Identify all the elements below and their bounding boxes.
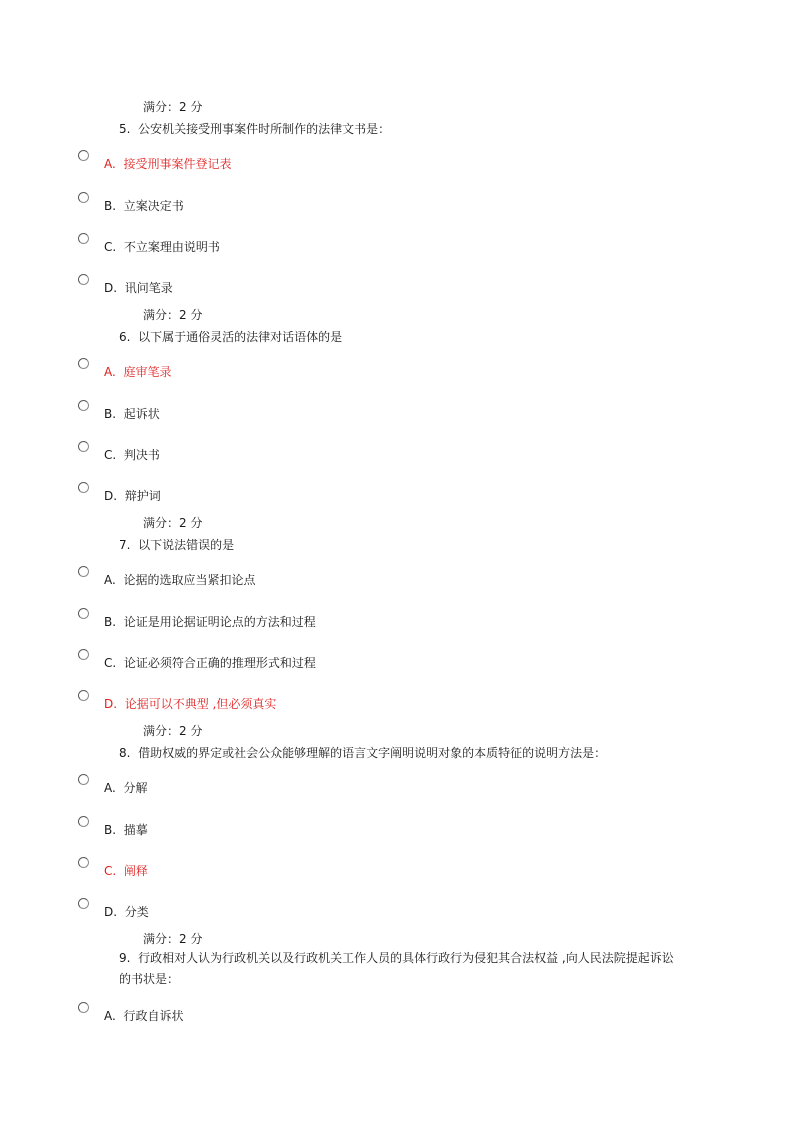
question-number: 7. xyxy=(119,538,131,552)
option-radio-q8-c[interactable] xyxy=(78,857,89,868)
option-q8-b[interactable]: B. 描摹 xyxy=(104,823,148,837)
option-radio-q6-b[interactable] xyxy=(78,400,89,411)
option-radio-q5-c[interactable] xyxy=(78,233,89,244)
option-radio-q8-d[interactable] xyxy=(78,898,89,909)
option-radio-q7-d[interactable] xyxy=(78,690,89,701)
option-q9-a[interactable]: A. 行政自诉状 xyxy=(104,1009,184,1023)
option-radio-q5-d[interactable] xyxy=(78,274,89,285)
question-number: 8. xyxy=(119,746,131,760)
option-q6-c[interactable]: C. 判决书 xyxy=(104,448,160,462)
option-radio-q9-a[interactable] xyxy=(78,1002,89,1013)
question-number: 5. xyxy=(119,122,131,136)
option-radio-q8-a[interactable] xyxy=(78,774,89,785)
option-radio-q7-b[interactable] xyxy=(78,608,89,619)
option-q5-c[interactable]: C. 不立案理由说明书 xyxy=(104,240,220,254)
option-q8-a[interactable]: A. 分解 xyxy=(104,781,148,795)
option-q6-b[interactable]: B. 起诉状 xyxy=(104,407,160,421)
option-q7-a[interactable]: A. 论据的选取应当紧扣论点 xyxy=(104,573,256,587)
question-number: 6. xyxy=(119,330,131,344)
question-number: 9. xyxy=(119,951,131,965)
option-q6-a[interactable]: A. 庭审笔录 xyxy=(104,365,172,379)
option-q7-c[interactable]: C. 论证必须符合正确的推理形式和过程 xyxy=(104,656,316,670)
option-radio-q5-a[interactable] xyxy=(78,150,89,161)
question-text: 以下说法错误的是 xyxy=(138,538,235,552)
question-text: 以下属于通俗灵活的法律对话语体的是 xyxy=(138,330,343,344)
question-5 xyxy=(119,120,390,137)
option-q8-d[interactable]: D. 分类 xyxy=(104,905,149,919)
option-q5-b[interactable]: B. 立案决定书 xyxy=(104,199,184,213)
option-radio-q6-a[interactable] xyxy=(78,358,89,369)
option-radio-q6-d[interactable] xyxy=(78,482,89,493)
question-9 xyxy=(119,948,679,990)
option-q5-a[interactable]: A. 接受刑事案件登记表 xyxy=(104,157,232,171)
score-label: 满分：2 分 xyxy=(143,308,203,322)
question-7 xyxy=(119,536,234,553)
question-8 xyxy=(119,744,606,761)
question-text: 借助权威的界定或社会公众能够理解的语言文字阐明说明对象的本质特征的说明方法是： xyxy=(138,746,607,760)
question-text: 公安机关接受刑事案件时所制作的法律文书是： xyxy=(138,122,391,136)
option-radio-q7-c[interactable] xyxy=(78,649,89,660)
score-label: 满分：2 分 xyxy=(143,932,203,946)
option-radio-q6-c[interactable] xyxy=(78,441,89,452)
question-text: 行政相对人认为行政机关以及行政机关工作人员的具体行政行为侵犯其合法权益 ,向人民法院提起诉讼的书状是： xyxy=(119,951,674,986)
score-label: 满分：2 分 xyxy=(143,724,203,738)
option-radio-q7-a[interactable] xyxy=(78,566,89,577)
option-q6-d[interactable]: D. 辩护词 xyxy=(104,489,161,503)
option-q7-d[interactable]: D. 论据可以不典型 ,但必须真实 xyxy=(104,697,277,711)
score-label: 满分：2 分 xyxy=(143,516,203,530)
option-radio-q5-b[interactable] xyxy=(78,192,89,203)
question-6 xyxy=(119,328,342,345)
option-radio-q8-b[interactable] xyxy=(78,816,89,827)
option-q7-b[interactable]: B. 论证是用论据证明论点的方法和过程 xyxy=(104,615,316,629)
option-q8-c[interactable]: C. 阐释 xyxy=(104,864,148,878)
score-label: 满分：2 分 xyxy=(143,100,203,114)
option-q5-d[interactable]: D. 讯问笔录 xyxy=(104,281,173,295)
